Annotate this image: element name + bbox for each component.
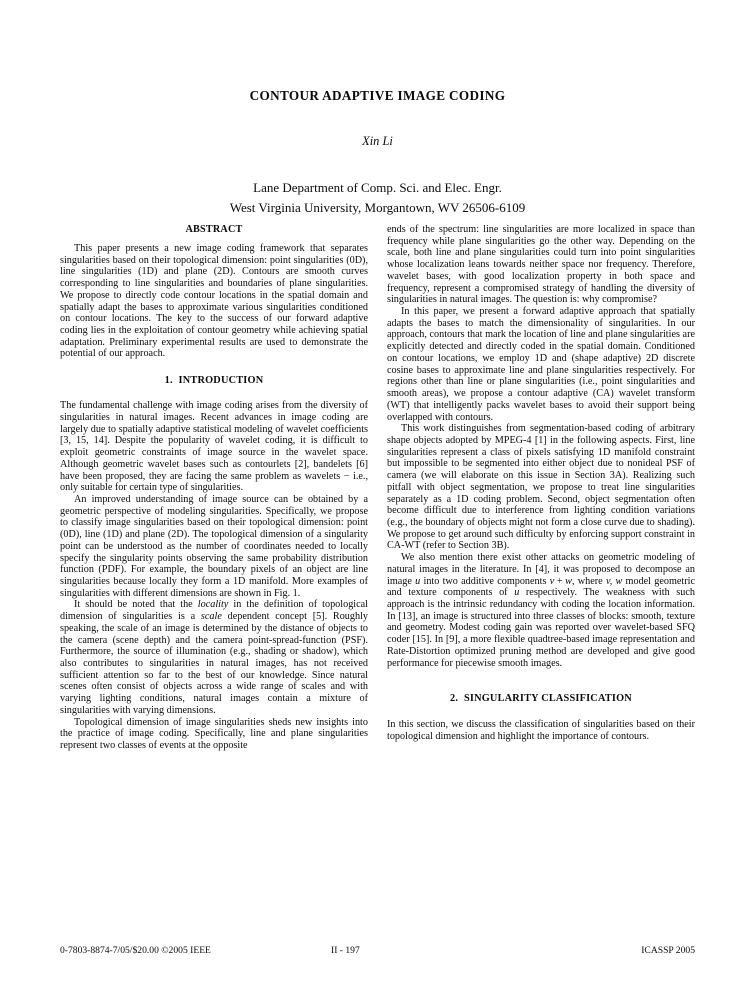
paragraph: In this paper, we present a forward adaptive approach that spatially adapts the bases to match the dimensionality of singularities. In our approach, contours that mark the location of line and plane singularities are explicitly detected and directly coded in the spatial domain. Conditioned on contour locations, we employ 1D and (shape adaptive) 2D discrete cosine bases to approximate line and plane singularities respectively. For regions other than line or plane singularities (i.e., point singularities and smooth areas), we propose a contour adaptive (CA) wavelet transform (WT) that intelligently packs wavelet bases to avoid their support being overlapped with contours. [387, 306, 695, 423]
math-u-2: u [514, 587, 520, 599]
column-right [387, 224, 695, 743]
spacer [60, 360, 368, 375]
section-1-title: INTRODUCTION [178, 375, 264, 387]
paragraph: This work distinguishes from segmentation-based coding of arbitrary shape objects adopted by MPEG-4 [1] in the following aspects. First, line singularities represent a class of pixels satisfying 1D manifold constraint but impossible to be segmented into either object due to nonideal PSF of camera (we will elaborate on this issue in Section 3A). Realizing such pitfall with object segmentation, we propose to treat line singularities separately as a 1D coding problem. Second, object segmentation often become difficult due to interference from lighting condition variations (e.g., the boundary of objects might not form a close curve due to shading). We propose to get around such difficulty by enforcing support constraint in CA-WT (refer to Section 3B). [387, 423, 695, 552]
section-2-number: 2. [450, 693, 459, 705]
math-locality: locality [197, 599, 229, 611]
affiliation-line-1: Lane Department of Comp. Sci. and Elec. Engr. [253, 180, 502, 195]
two-column-body [60, 224, 695, 894]
affiliation-line-2: West Virginia University, Morgantown, WV 26506-6109 [229, 199, 526, 215]
paragraph: The fundamental challenge with image coding arises from the diversity of singularities in natural images. Recent advances in image coding are largely due to spatially adaptive statistical modeling of wavelet coefficients [3, 15, 14]. Despite the popularity of wavelet coding, it is difficult to exploit geometric constraints of image source in the wavelet space. Although geometric wavelet bases such as contourlets [2], bandelets [6] have been proposed, they are facing the same problem as wavelets − i.e., only suitable for certain type of singularities. [60, 400, 368, 494]
section-1-number: 1. [164, 375, 173, 387]
paragraph: It should be noted that the locality in the definition of topological dimension of singularities is a scale dependent concept [5]. Roughly speaking, the scale of an image is determined by the distance of objects to the camera (scene depth) and the camera point-spread-function (PSF). Furthermore, the source of illumination (e.g., shading or shadow), which also contributes to singularities in natural images, has not received sufficient attention so far to the best of our knowledge. Since natural scenes often consist of objects across a wide range of scales and with varying lighting conditions, natural images contain a mixture of singularities with varying dimensions. [60, 599, 368, 716]
math-v-w: v, w [605, 575, 623, 587]
spacer [387, 704, 695, 719]
paragraph: An improved understanding of image source can be obtained by a geometric perspective of modeling singularities. Specifically, we propose to classify image singularities based on their topological dimension: point (0D), line (1D) and plane (2D). The topological dimension of a singularity point can be understood as the number of coordinates needed to locally specify the singularity points observing the same probability distribution function (PDF). For example, the boundary pixels of an object are line singularities because locally they form a 1D manifold. More examples of singularities with different dimensions are shown in Fig. 1. [60, 493, 368, 599]
section-1-heading [60, 375, 368, 386]
page-title: CONTOUR ADAPTIVE IMAGE CODING [249, 88, 506, 103]
math-v-plus-w: v + w [549, 575, 572, 587]
spacer [60, 386, 368, 400]
author-name: Xin Li [362, 134, 393, 148]
paragraph: ends of the spectrum: line singularities are more localized in space than frequency while plane singularities go the other way. Depending on the scale, both line and plane singularities could turn into point singularities whose localization leans towards neither space nor frequency. Therefore, wavelet bases, with good localization property in both space and frequency, represent a compromised strategy of handling the diversity of singularities in natural images. The question is: why compromise? [387, 224, 695, 306]
column-left [60, 224, 368, 752]
abstract-text: This paper presents a new image coding framework that separates singularities based on their topological dimension: point singularities (0D), line singularities (1D) and plane (2D). Contours are smooth curves corresponding to line singularities and boundaries of plane singularities. We propose to directly code contour locations in the spatial domain and spatially adapt the bases to approximate various singularities conditioned on contour locations. The key to the success of our forward adaptive coding lies in the exploitation of contour geometry while achieving spatial adaptation. Preliminary experimental results are used to demonstrate the potential of our approach. [60, 243, 368, 360]
paragraph: Topological dimension of image singularities sheds new insights into the practice of image coding. Specifically, line and plane singularities represent two classes of events at the opposite [60, 716, 368, 752]
paragraph: In this section, we discuss the classification of singularities based on their topological dimension and highlight the importance of contours. [387, 719, 695, 743]
footer-copyright: 0-7803-8874-7/05/$20.00 ©2005 IEEE [60, 945, 211, 956]
math-scale: scale [200, 611, 222, 623]
math-u: u [415, 575, 421, 587]
affiliation [60, 149, 695, 217]
title-block [60, 88, 695, 217]
footer-page-number: II - 197 [331, 945, 360, 956]
spacer [60, 235, 368, 243]
spacer [387, 669, 695, 693]
section-2-title: SINGULARITY CLASSIFICATION [463, 693, 632, 705]
paragraph: We also mention there exist other attacks on geometric modeling of natural images in the literature. In [4], it was proposed to decompose an image u into two additive components v + w, where v, w model geometric and texture components of u respectively. The weakness with such approach is the intrinsic redundancy with coding the location information. In [13], an image is structured into three classes of blocks: smooth, texture and geometry. Modest coding gain was reported over wavelet-based SFQ coder [15]. In [9], a more flexible quadtree-based image representation and Rate-Distortion optimized pruning method are developed and give good performance for piecewise smooth images. [387, 552, 695, 669]
abstract-heading: ABSTRACT [185, 224, 243, 235]
footer-conference: ICASSP 2005 [641, 945, 695, 956]
page-footer [60, 945, 695, 959]
section-2-heading [387, 693, 695, 704]
